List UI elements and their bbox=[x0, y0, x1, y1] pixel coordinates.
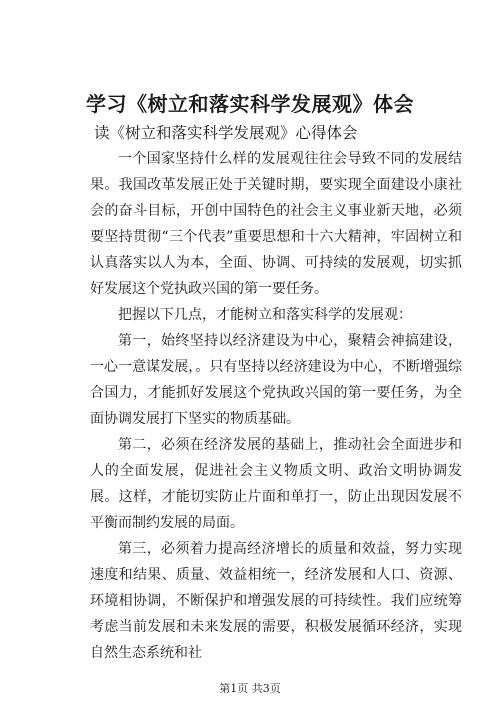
paragraph: 把握以下几点，才能树立和落实科学的发展观： bbox=[118, 307, 412, 323]
paragraph: 第一，始终坚持以经济建设为中心，聚精会神搞建设，一心一意谋发展，。只有坚持以经济建设为中心，不断增强综合国力，才能抓好发展这个党执政兴国的第一要任务，为全面协调发展打下坚实的物质基础。 bbox=[90, 333, 462, 427]
paragraph: 第二，必须在经济发展的基础上，推动社会全面进步和人的全面发展，促进社会主义物质文明、政治文明协调发展。这样，才能切实防止片面和单打一，防止出现因发展不平衡而制约发展的局面。 bbox=[90, 437, 462, 531]
document-title: 学习《树立和落实科学发展观》体会 bbox=[86, 92, 414, 116]
page-number-footer: 第1页 共3页 bbox=[219, 682, 281, 695]
document-body bbox=[90, 146, 462, 666]
document-subtitle: 读《树立和落实科学发展观》心得体会 bbox=[94, 124, 358, 142]
paragraph: 第三，必须着力提高经济增长的质量和效益，努力实现速度和结果、质量、效益相统一，经济发展和人口、资源、环境相协调，不断保护和增强发展的可持续性。我们应统筹考虑当前发展和未来发展的需要，积极发展循环经济，实现自然生态系统和社 bbox=[90, 541, 462, 661]
paragraph: 一个国家坚持什么样的发展观往往会导致不同的发展结果。我国改革发展正处于关键时期，要实现全面建设小康社会的奋斗目标，开创中国特色的社会主义事业新天地，必须要坚持贯彻“三个代表”重要思想和十六大精神，牢固树立和认真落实以人为本，全面、协调、可持续的发展观，切实抓好发展这个党执政兴国的第一要任务。 bbox=[90, 151, 462, 297]
